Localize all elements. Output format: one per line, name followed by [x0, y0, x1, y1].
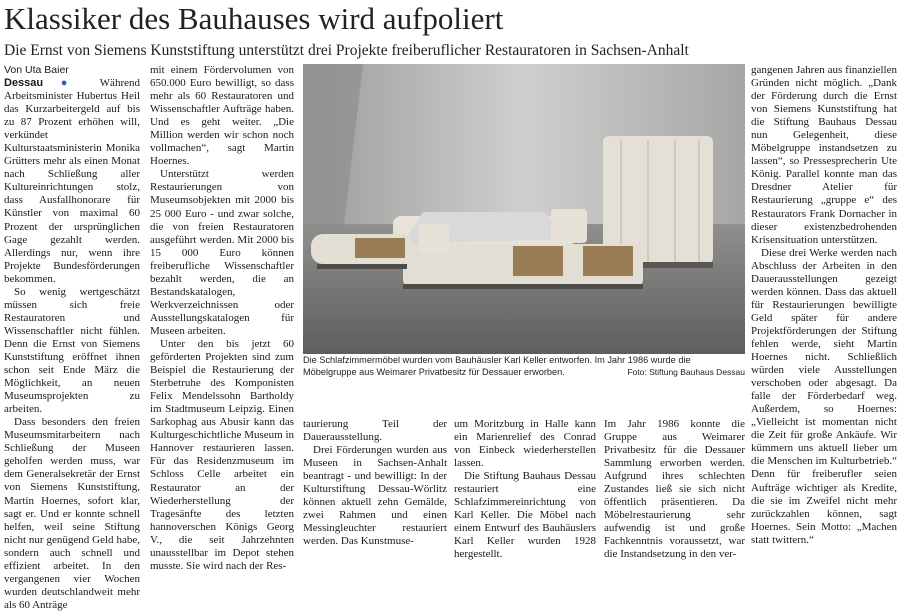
lead-paragraph	[4, 77, 140, 286]
paragraph: Drei Förderungen wurden aus Museen in Sachsen-Anhalt beantragt - und bewilligt: In der Kulturstiftung Dessau-Wörlitz können aktuell zehn Gemälde, zwei Rahmen und einen Messingleuchter restauriert werden. Das Kunstmuse-	[303, 444, 447, 548]
paragraph: Dass besonders den freien Museumsmitarbeitern nach Schließung der Museen geholfen werden muss, war dem Generalsekretär der Ernst von Siemens Kunststiftung, Martin Hoernes, sofort klar, sagt er. Und er konnte schnell helfen, weil seine Stiftung nicht nur genügend Geld habe, sondern auch schnell und effizient arbeitet. In den vergangenen vier Wochen wurden deutschlandweit mehr als 60 Anträge	[4, 416, 140, 611]
paragraph: Unter den bis jetzt 60 geförderten Projekten sind zum Beispiel die Restaurierung der Sterbetruhe des Komponisten Felix Mendelssohn Bartholdy im Stadtmuseum Leipzig. Einen Sarkophag aus Abusir kann das Kulturgeschichtliche Museum in Hannover restaurieren lassen. Für das Residenzmuseum im Schloss Celle arbeitet ein Restaurator an der Wiederherstellung der Tragesänfte des letzten hannoverschen Königs Georg V., die seit Jahrzehnten unausstellbar im Depot stehen musste. Sie wird nach der Res-	[150, 337, 294, 572]
photo-credit: Foto: Stiftung Bauhaus Dessau	[627, 366, 745, 377]
article-column-2	[150, 64, 294, 572]
paragraph: gangenen Jahren aus finanziellen Gründen nicht möglich. „Dank der Förderung durch die Ernst von Siemens Kunststiftung hat die Stiftung Bauhaus Dessau nun Gelegenheit, diese Möbelgruppe instandsetzen zu lassen“, so Pressesprecherin Ute König. Parallel konnte man das Dresdner Atelier für Restaurierung „gruppe e“ des Restaurators Frank Dornacher in dieser existenzbedrohenden Krisensituation unterstützen.	[751, 64, 897, 246]
article-column-1	[4, 64, 140, 611]
article-column-4	[454, 418, 596, 561]
paragraph: taurierung Teil der Dauerausstellung.	[303, 418, 447, 444]
dateline-bullet: ●	[60, 77, 83, 89]
headline: Klassiker des Bauhauses wird aufpoliert	[4, 1, 504, 36]
paragraph: mit einem Fördervolumen von 650.000 Euro bewilligt, so dass mehr als 60 Restauratoren und Wissenschaftler Aufträge haben. Und es geht weiter. „Die Million werden wir schon noch vollmachen“, sagt Martin Hoernes.	[150, 64, 294, 168]
subhead: Die Ernst von Siemens Kunststiftung unterstützt drei Projekte freiberuflicher Restauratoren in Sachsen-Anhalt	[4, 42, 689, 59]
paragraph: Unterstützt werden Restaurierungen von Museumsobjekten mit 2000 bis 25 000 Euro - und zwar solche, die von freien Restauratoren ausgeführt werden. Mit 2000 bis 15 000 Euro können freiberufliche Wissenschaftler bezahlt werden, die an Bestandskatalogen, Werkverzeichnissen oder Ausstellungskatalogen für Museen arbeiten.	[150, 168, 294, 337]
paragraph: So wenig wertgeschätzt müssen sich freie Restauratoren und Wissenschaftler nicht fühlen. Denn die Ernst von Siemens Kunststiftung eröffnet ihnen schon seit Ende März die Möglichkeit, an neuen Museumsprojekten zu arbeiten.	[4, 285, 140, 416]
lead-text: Während Arbeitsminister Hubertus Heil das Kurzarbeitergeld auf bis zu 87 Prozent erhöhen will, verkündet Kulturstaatsministerin Monika Grütters mehr als einen Monat nach Schließung aller Kultureinrichtungen stolz, dass Ausfallhonorare für Künstler von maximal 60 Prozent der ursprünglichen Gage gezahlt werden. Allerdings nur, wenn ihre Projekte Bundesförderungen bekommen.	[4, 77, 140, 285]
article-column-3	[303, 418, 447, 548]
sideboard	[311, 234, 413, 269]
caption-text: Die Schlafzimmermöbel wurden vom Bauhäusler Karl Keller entworfen. Im Jahr 1986 wurde die Möbelgruppe aus Weimarer Privatbesitz für Dessauer erworben.	[303, 355, 691, 377]
paragraph: Im Jahr 1986 konnte die Gruppe aus Weimarer Privatbesitz für die Dessauer Sammlung erworben werden. Aufgrund ihres schlechten Zustandes ließ sie sich nicht öffentlich präsentieren. Da Möbelrestaurierung sehr aufwendig ist und große Fachkenntnis voraussetzt, war die Instandsetzung in den ver-	[604, 418, 745, 561]
paragraph: um Moritzburg in Halle kann ein Marienrelief des Conrad von Einbeck wiederherstellen lassen.	[454, 418, 596, 470]
article-column-6	[751, 64, 897, 546]
article-column-5	[604, 418, 745, 561]
furniture-illustration	[303, 64, 745, 354]
bedroom-furniture-photo	[303, 64, 745, 354]
dateline: Dessau	[4, 77, 44, 89]
byline: Von Uta Baier	[4, 64, 69, 76]
paragraph: Die Stiftung Bauhaus Dessau restauriert eine Schlafzimmereinrichtung von Karl Keller. Die Möbel nach einem Entwurf des Bauhäuslers Karl Keller wurden 1928 hergestellt.	[454, 470, 596, 561]
paragraph: Diese drei Werke werden nach Abschluss der Arbeiten in den Dauerausstellungen gezeigt werden können. Dass das aktuell für Restaurierungen bewilligte Geld später für andere Projektförderungen der Stiftung fehlen werde, sieht Martin Hoernes nicht. Schließlich würden viele Ausstellungen verschoben oder abgesagt. Da falle der Förderbedarf weg. Außerdem, so Hoernes: „Vielleicht ist momentan nicht die Zeit für große Ankäufe. Wir kümmern uns aktuell lieber um die Menschen im Kulturbetrieb.“ Denn für freiberufler seien Aufträge wichtiger als Kredite, die sie im Zweifel nicht mehr zurückzahlen können, sagt Hoernes. Sein Motto: „Machen statt twittern.“	[751, 246, 897, 546]
photo-caption	[303, 355, 745, 378]
